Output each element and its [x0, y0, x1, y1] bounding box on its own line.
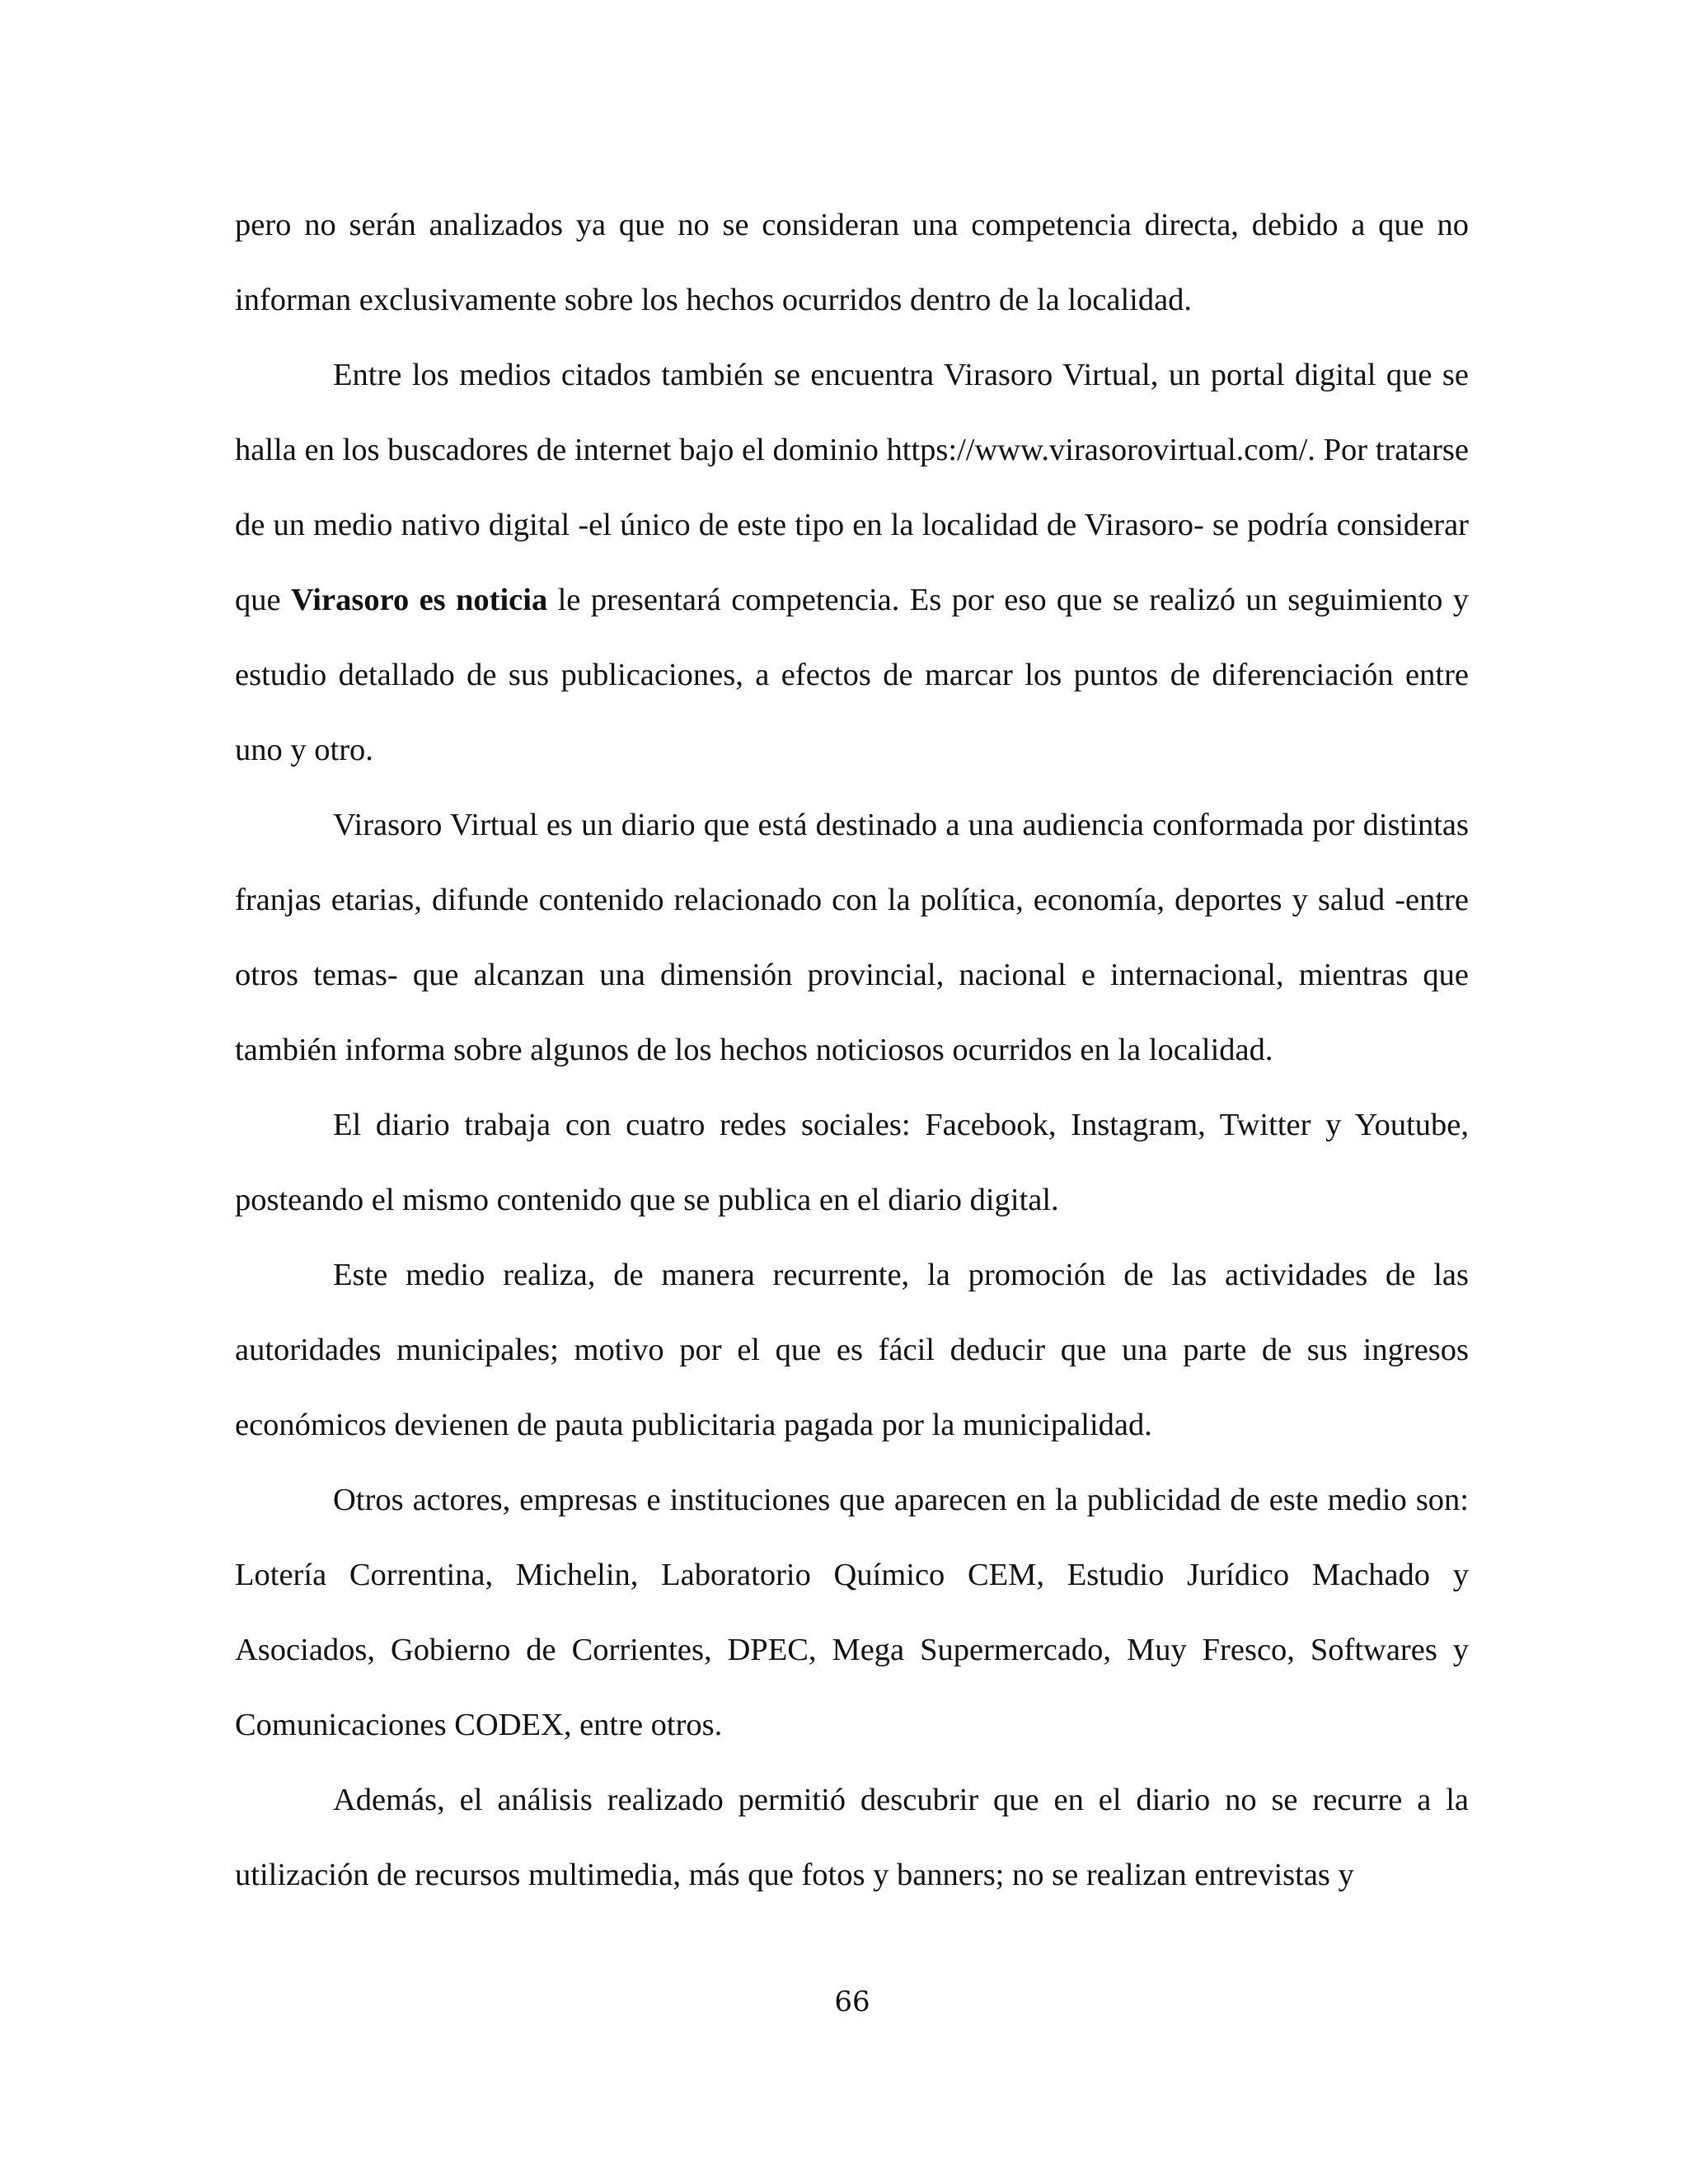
paragraph-5: Este medio realiza, de manera recurrente, la promoción de las actividades de las autoridades municipales; motivo por el que es fácil deducir que una parte de sus ingresos económicos devienen de pauta publicitaria pagada por la municipalidad.: [235, 1258, 1469, 1442]
page-body: [235, 188, 1469, 1913]
bold-title-virasoro-es-noticia: Virasoro es noticia: [290, 583, 548, 617]
paragraph-7: Además, el análisis realizado permitió descubrir que en el diario no se recurre a la utilización de recursos multimedia, más que fotos y banners; no se realizan entrevistas y: [235, 1783, 1469, 1892]
paragraph-4: El diario trabaja con cuatro redes sociales: Facebook, Instagram, Twitter y Youtube, posteando el mismo contenido que se publica en el diario digital.: [235, 1108, 1469, 1217]
paragraph-2-text-a: Entre los medios citados también se encuentra Virasoro Virtual, un portal digital que se halla en los buscadores de internet bajo el dominio https://www.virasorovirtual.com/. Por tratarse de un medio nativo digital -el único de este tipo en la localidad de Virasoro- se podría considerar que: [235, 358, 1469, 617]
paragraph-1: pero no serán analizados ya que no se consideran una competencia directa, debido a que no informan exclusivamente sobre los hechos ocurridos dentro de la localidad.: [235, 208, 1469, 317]
paragraph-2-text-b: le presentará competencia. Es por eso que se realizó un seguimiento y estudio detallado de sus publicaciones, a efectos de marcar los puntos de diferenciación entre uno y otro.: [235, 583, 1469, 767]
page-number: 66: [834, 1985, 870, 2018]
paragraph-3: Virasoro Virtual es un diario que está destinado a una audiencia conformada por distintas franjas etarias, difunde contenido relacionado con la política, economía, deportes y salud -entre otros temas- que alcanzan una dimensión provincial, nacional e internacional, mientras que también informa sobre algunos de los hechos noticiosos ocurridos en la localidad.: [235, 808, 1469, 1067]
paragraph-6: Otros actores, empresas e instituciones que aparecen en la publicidad de este medio son: Lotería Correntina, Michelin, Laboratorio Químico CEM, Estudio Jurídico Machado y Asociados, Gobierno de Corrientes, DPEC, Mega Supermercado, Muy Fresco, Softwares y Comunicaciones CODEX, entre otros.: [235, 1483, 1469, 1742]
paragraph-2: [235, 338, 1469, 788]
